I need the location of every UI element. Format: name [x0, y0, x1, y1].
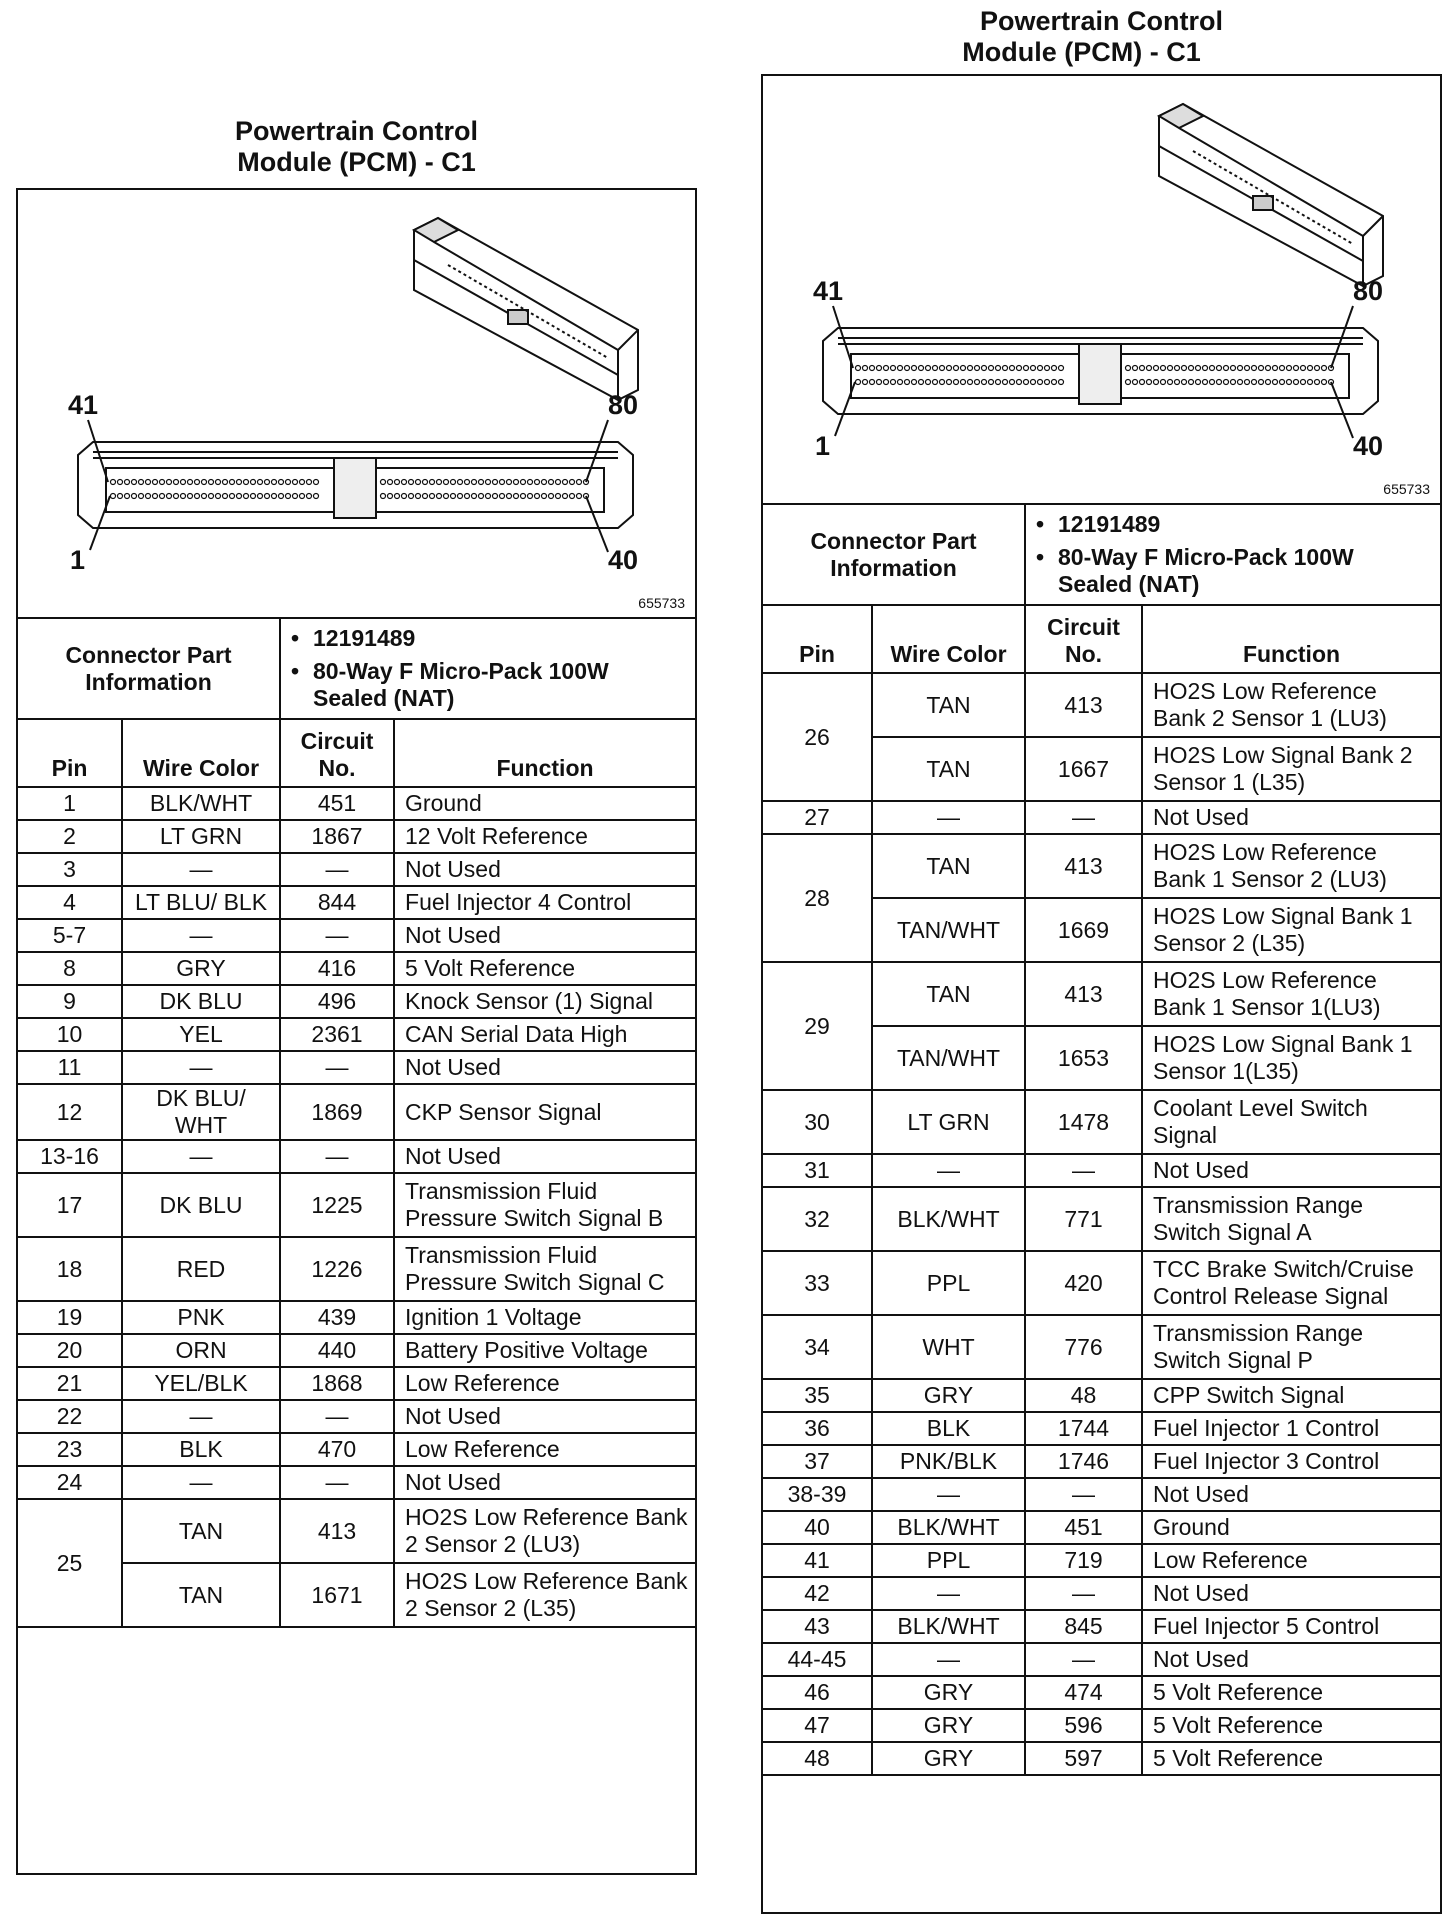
table-row — [763, 1577, 1440, 1610]
circuit-no-cell: 1653 — [1025, 1026, 1142, 1090]
header-pin: Pin — [18, 719, 122, 787]
left-panel — [16, 116, 697, 1875]
pin-cell: 25 — [18, 1499, 122, 1627]
wire-color-cell: — — [872, 801, 1025, 834]
function-cell: CPP Switch Signal — [1142, 1379, 1440, 1412]
table-row — [763, 1709, 1440, 1742]
function-cell: Not Used — [1142, 1154, 1440, 1187]
circuit-no-cell: 1746 — [1025, 1445, 1142, 1478]
function-cell: HO2S Low Reference Bank 1 Sensor 1(LU3) — [1142, 962, 1440, 1026]
table-row — [763, 1187, 1440, 1251]
wire-color-cell: DK BLU/ WHT — [122, 1084, 280, 1140]
wire-color-cell: PNK/BLK — [872, 1445, 1025, 1478]
circuit-no-cell: 413 — [280, 1499, 394, 1563]
wire-color-cell: YEL/BLK — [122, 1367, 280, 1400]
pin-cell: 44-45 — [763, 1643, 872, 1676]
function-cell: Battery Positive Voltage — [394, 1334, 695, 1367]
table-row — [18, 820, 695, 853]
pin-40-label: 40 — [608, 545, 639, 575]
wire-color-cell: PNK — [122, 1301, 280, 1334]
pin-80-label: 80 — [1353, 276, 1384, 306]
circuit-no-cell: 413 — [1025, 962, 1142, 1026]
pin-cell: 19 — [18, 1301, 122, 1334]
pin-cell: 27 — [763, 801, 872, 834]
pin-cell: 5-7 — [18, 919, 122, 952]
table-row — [18, 919, 695, 952]
circuit-no-cell: 1478 — [1025, 1090, 1142, 1154]
function-cell: CAN Serial Data High — [394, 1018, 695, 1051]
function-cell: Coolant Level Switch Signal — [1142, 1090, 1440, 1154]
function-cell: Not Used — [394, 1051, 695, 1084]
wire-color-cell: LT GRN — [122, 820, 280, 853]
header-wire-color: Wire Color — [872, 605, 1025, 673]
pin-cell: 31 — [763, 1154, 872, 1187]
pin-1-label: 1 — [70, 545, 86, 575]
table-row — [763, 1251, 1440, 1315]
pin-cell: 28 — [763, 834, 872, 962]
circuit-no-cell: 776 — [1025, 1315, 1142, 1379]
circuit-no-cell: 420 — [1025, 1251, 1142, 1315]
circuit-no-cell: — — [1025, 1643, 1142, 1676]
pin-cell: 2 — [18, 820, 122, 853]
wire-color-cell: GRY — [872, 1709, 1025, 1742]
pin-cell: 32 — [763, 1187, 872, 1251]
function-cell: Not Used — [394, 853, 695, 886]
pin-cell: 33 — [763, 1251, 872, 1315]
circuit-no-cell: — — [1025, 1154, 1142, 1187]
table-row — [763, 1511, 1440, 1544]
circuit-no-cell: 439 — [280, 1301, 394, 1334]
function-cell: 5 Volt Reference — [1142, 1742, 1440, 1775]
circuit-no-cell: — — [1025, 1577, 1142, 1610]
wire-color-cell: BLK/WHT — [122, 787, 280, 820]
table-row — [18, 853, 695, 886]
circuit-no-cell: 413 — [1025, 673, 1142, 737]
pin-cell: 36 — [763, 1412, 872, 1445]
pin-cell: 21 — [18, 1367, 122, 1400]
circuit-no-cell: 596 — [1025, 1709, 1142, 1742]
connector-info-label: Connector Part Information — [18, 619, 280, 719]
header-function: Function — [394, 719, 695, 787]
wire-color-cell: RED — [122, 1237, 280, 1301]
circuit-no-cell: — — [280, 1400, 394, 1433]
table-row — [763, 801, 1440, 834]
function-cell: HO2S Low Reference Bank 2 Sensor 2 (L35) — [394, 1563, 695, 1627]
wire-color-cell: TAN — [872, 962, 1025, 1026]
function-cell: Fuel Injector 3 Control — [1142, 1445, 1440, 1478]
table-row — [763, 1315, 1440, 1379]
wire-color-cell: TAN/WHT — [872, 1026, 1025, 1090]
wire-color-cell: — — [122, 1051, 280, 1084]
wire-color-cell: BLK — [872, 1412, 1025, 1445]
pin-cell: 18 — [18, 1237, 122, 1301]
table-row — [18, 886, 695, 919]
wire-color-cell: TAN — [872, 834, 1025, 898]
function-cell: Fuel Injector 1 Control — [1142, 1412, 1440, 1445]
pin-cell: 4 — [18, 886, 122, 919]
pin-cell: 26 — [763, 673, 872, 801]
wire-color-cell: ORN — [122, 1334, 280, 1367]
wire-color-cell: — — [122, 1466, 280, 1499]
circuit-no-cell: — — [280, 1051, 394, 1084]
wire-color-cell: TAN — [122, 1563, 280, 1627]
function-cell: Transmission Fluid Pressure Switch Signal B — [394, 1173, 695, 1237]
right-box — [761, 74, 1442, 1914]
wire-color-cell: GRY — [872, 1742, 1025, 1775]
pin-cell: 8 — [18, 952, 122, 985]
pin-41-label: 41 — [68, 390, 99, 420]
table-row — [763, 1643, 1440, 1676]
table-row — [763, 1090, 1440, 1154]
table-row — [18, 1173, 695, 1237]
circuit-no-cell: 1867 — [280, 820, 394, 853]
table-row — [18, 787, 695, 820]
wire-color-cell: GRY — [872, 1676, 1025, 1709]
pin-cell: 47 — [763, 1709, 872, 1742]
table-row — [763, 1379, 1440, 1412]
circuit-no-cell: — — [280, 1466, 394, 1499]
circuit-no-cell: — — [1025, 1478, 1142, 1511]
wire-color-cell: YEL — [122, 1018, 280, 1051]
wire-color-cell: BLK/WHT — [872, 1610, 1025, 1643]
circuit-no-cell: 416 — [280, 952, 394, 985]
table-row — [763, 962, 1440, 1026]
pin-cell: 46 — [763, 1676, 872, 1709]
table-row — [763, 1154, 1440, 1187]
circuit-no-cell: 496 — [280, 985, 394, 1018]
wire-color-cell: TAN/WHT — [872, 898, 1025, 962]
connector-drawing — [18, 190, 695, 617]
table-row — [763, 834, 1440, 898]
pin-cell: 41 — [763, 1544, 872, 1577]
pin-1-label: 1 — [815, 431, 831, 461]
circuit-no-cell: 1671 — [280, 1563, 394, 1627]
table-row — [763, 1742, 1440, 1775]
table-row — [763, 673, 1440, 737]
wire-color-cell: LT GRN — [872, 1090, 1025, 1154]
right-connector-diagram — [763, 76, 1440, 505]
function-cell: TCC Brake Switch/Cruise Control Release Signal — [1142, 1251, 1440, 1315]
wire-color-cell: PPL — [872, 1251, 1025, 1315]
function-cell: HO2S Low Signal Bank 1 Sensor 2 (L35) — [1142, 898, 1440, 962]
table-row — [18, 1301, 695, 1334]
left-connector-diagram — [18, 190, 695, 619]
circuit-no-cell: 1226 — [280, 1237, 394, 1301]
pin-cell: 3 — [18, 853, 122, 886]
function-cell: HO2S Low Reference Bank 2 Sensor 2 (LU3) — [394, 1499, 695, 1563]
wire-color-cell: — — [122, 1140, 280, 1173]
table-row — [763, 1544, 1440, 1577]
function-cell: Fuel Injector 5 Control — [1142, 1610, 1440, 1643]
table-row — [18, 1499, 695, 1563]
left-pin-table — [18, 619, 695, 1628]
function-cell: Not Used — [394, 1400, 695, 1433]
pin-cell: 43 — [763, 1610, 872, 1643]
wire-color-cell: — — [872, 1577, 1025, 1610]
circuit-no-cell: 413 — [1025, 834, 1142, 898]
table-row — [763, 1676, 1440, 1709]
function-cell: Transmission Range Switch Signal P — [1142, 1315, 1440, 1379]
circuit-no-cell: — — [280, 919, 394, 952]
right-title — [761, 6, 1442, 68]
connector-info-list — [280, 619, 695, 719]
wire-color-cell: — — [122, 919, 280, 952]
table-row — [18, 1140, 695, 1173]
circuit-no-cell: 1225 — [280, 1173, 394, 1237]
circuit-no-cell: 2361 — [280, 1018, 394, 1051]
pin-cell: 11 — [18, 1051, 122, 1084]
right-panel — [761, 6, 1442, 1914]
wire-color-cell: — — [122, 853, 280, 886]
left-title-line1: Powertrain Control — [234, 116, 478, 146]
function-cell: Low Reference — [394, 1433, 695, 1466]
function-cell: Low Reference — [1142, 1544, 1440, 1577]
function-cell: Transmission Range Switch Signal A — [1142, 1187, 1440, 1251]
pin-cell: 12 — [18, 1084, 122, 1140]
wire-color-cell: GRY — [872, 1379, 1025, 1412]
figure-number: 655733 — [1383, 481, 1430, 497]
connector-info-item: • 12191489 — [1036, 511, 1161, 537]
function-cell: HO2S Low Signal Bank 2 Sensor 1 (L35) — [1142, 737, 1440, 801]
header-function: Function — [1142, 605, 1440, 673]
header-circuit-no: Circuit No. — [280, 719, 394, 787]
circuit-no-cell: 845 — [1025, 1610, 1142, 1643]
wire-color-cell: DK BLU — [122, 985, 280, 1018]
wire-color-cell: TAN — [872, 737, 1025, 801]
circuit-no-cell: 440 — [280, 1334, 394, 1367]
function-cell: Not Used — [1142, 801, 1440, 834]
wire-color-cell: DK BLU — [122, 1173, 280, 1237]
right-pin-table — [763, 505, 1440, 1776]
table-row — [18, 952, 695, 985]
table-row — [18, 1466, 695, 1499]
function-cell: 5 Volt Reference — [1142, 1676, 1440, 1709]
circuit-no-cell: 1667 — [1025, 737, 1142, 801]
function-cell: Transmission Fluid Pressure Switch Signal C — [394, 1237, 695, 1301]
left-title-line2: Module (PCM) - C1 — [237, 147, 476, 177]
table-row — [18, 1051, 695, 1084]
table-row — [18, 1084, 695, 1140]
table-row — [18, 1400, 695, 1433]
pin-cell: 35 — [763, 1379, 872, 1412]
table-row — [18, 1367, 695, 1400]
pin-cell: 42 — [763, 1577, 872, 1610]
wire-color-cell: — — [122, 1400, 280, 1433]
wire-color-cell: — — [872, 1643, 1025, 1676]
connector-info-label: Connector Part Information — [763, 505, 1025, 605]
header-wire-color: Wire Color — [122, 719, 280, 787]
table-row — [763, 1445, 1440, 1478]
pin-40-label: 40 — [1353, 431, 1384, 461]
circuit-no-cell: 719 — [1025, 1544, 1142, 1577]
connector-info-list — [1025, 505, 1440, 605]
pin-41-label: 41 — [813, 276, 844, 306]
pin-cell: 34 — [763, 1315, 872, 1379]
function-cell: HO2S Low Signal Bank 1 Sensor 1(L35) — [1142, 1026, 1440, 1090]
table-row — [18, 1018, 695, 1051]
pin-cell: 37 — [763, 1445, 872, 1478]
wire-color-cell: — — [872, 1154, 1025, 1187]
function-cell: 5 Volt Reference — [394, 952, 695, 985]
function-cell: Fuel Injector 4 Control — [394, 886, 695, 919]
circuit-no-cell: 1868 — [280, 1367, 394, 1400]
pin-cell: 29 — [763, 962, 872, 1090]
pin-cell: 1 — [18, 787, 122, 820]
connector-info-item: • 80-Way F Micro-Pack 100W Sealed (NAT) — [1036, 544, 1354, 597]
wire-color-cell: TAN — [122, 1499, 280, 1563]
function-cell: Ground — [394, 787, 695, 820]
connector-info-item: • 12191489 — [291, 625, 416, 651]
table-row — [18, 1433, 695, 1466]
circuit-no-cell: 1869 — [280, 1084, 394, 1140]
left-title — [16, 116, 697, 178]
circuit-no-cell: 1669 — [1025, 898, 1142, 962]
function-cell: HO2S Low Reference Bank 2 Sensor 1 (LU3) — [1142, 673, 1440, 737]
function-cell: Not Used — [394, 919, 695, 952]
pin-cell: 48 — [763, 1742, 872, 1775]
function-cell: 12 Volt Reference — [394, 820, 695, 853]
table-row — [18, 1237, 695, 1301]
pin-cell: 10 — [18, 1018, 122, 1051]
wire-color-cell: TAN — [872, 673, 1025, 737]
function-cell: Ground — [1142, 1511, 1440, 1544]
pin-cell: 22 — [18, 1400, 122, 1433]
circuit-no-cell: 451 — [280, 787, 394, 820]
wire-color-cell: LT BLU/ BLK — [122, 886, 280, 919]
circuit-no-cell: — — [280, 853, 394, 886]
wire-color-cell: BLK — [122, 1433, 280, 1466]
circuit-no-cell: 597 — [1025, 1742, 1142, 1775]
right-title-line2: Module (PCM) - C1 — [962, 37, 1201, 67]
left-box — [16, 188, 697, 1875]
pin-cell: 9 — [18, 985, 122, 1018]
function-cell: Ignition 1 Voltage — [394, 1301, 695, 1334]
function-cell: 5 Volt Reference — [1142, 1709, 1440, 1742]
function-cell: Not Used — [1142, 1478, 1440, 1511]
connector-info-item: • 80-Way F Micro-Pack 100W Sealed (NAT) — [291, 658, 609, 711]
function-cell: Not Used — [394, 1466, 695, 1499]
function-cell: CKP Sensor Signal — [394, 1084, 695, 1140]
circuit-no-cell: 451 — [1025, 1511, 1142, 1544]
wire-color-cell: BLK/WHT — [872, 1187, 1025, 1251]
figure-number: 655733 — [638, 595, 685, 611]
pin-cell: 23 — [18, 1433, 122, 1466]
table-row — [18, 1334, 695, 1367]
circuit-no-cell: 844 — [280, 886, 394, 919]
wire-color-cell: GRY — [122, 952, 280, 985]
circuit-no-cell: 48 — [1025, 1379, 1142, 1412]
header-circuit-no: Circuit No. — [1025, 605, 1142, 673]
function-cell: Not Used — [1142, 1577, 1440, 1610]
function-cell: HO2S Low Reference Bank 1 Sensor 2 (LU3) — [1142, 834, 1440, 898]
table-row — [763, 1412, 1440, 1445]
function-cell: Knock Sensor (1) Signal — [394, 985, 695, 1018]
connector-drawing — [763, 76, 1440, 503]
pin-cell: 24 — [18, 1466, 122, 1499]
wire-color-cell: PPL — [872, 1544, 1025, 1577]
wire-color-cell: — — [872, 1478, 1025, 1511]
function-cell: Not Used — [1142, 1643, 1440, 1676]
circuit-no-cell: — — [280, 1140, 394, 1173]
table-row — [763, 1478, 1440, 1511]
function-cell: Not Used — [394, 1140, 695, 1173]
pin-cell: 20 — [18, 1334, 122, 1367]
circuit-no-cell: 771 — [1025, 1187, 1142, 1251]
right-title-line1: Powertrain Control — [979, 6, 1223, 36]
table-row — [18, 985, 695, 1018]
pin-cell: 38-39 — [763, 1478, 872, 1511]
function-cell: Low Reference — [394, 1367, 695, 1400]
pin-cell: 40 — [763, 1511, 872, 1544]
wire-color-cell: WHT — [872, 1315, 1025, 1379]
circuit-no-cell: — — [1025, 801, 1142, 834]
table-row — [763, 1610, 1440, 1643]
header-pin: Pin — [763, 605, 872, 673]
pin-cell: 30 — [763, 1090, 872, 1154]
wire-color-cell: BLK/WHT — [872, 1511, 1025, 1544]
pin-80-label: 80 — [608, 390, 639, 420]
pin-cell: 13-16 — [18, 1140, 122, 1173]
pin-cell: 17 — [18, 1173, 122, 1237]
circuit-no-cell: 474 — [1025, 1676, 1142, 1709]
circuit-no-cell: 1744 — [1025, 1412, 1142, 1445]
circuit-no-cell: 470 — [280, 1433, 394, 1466]
